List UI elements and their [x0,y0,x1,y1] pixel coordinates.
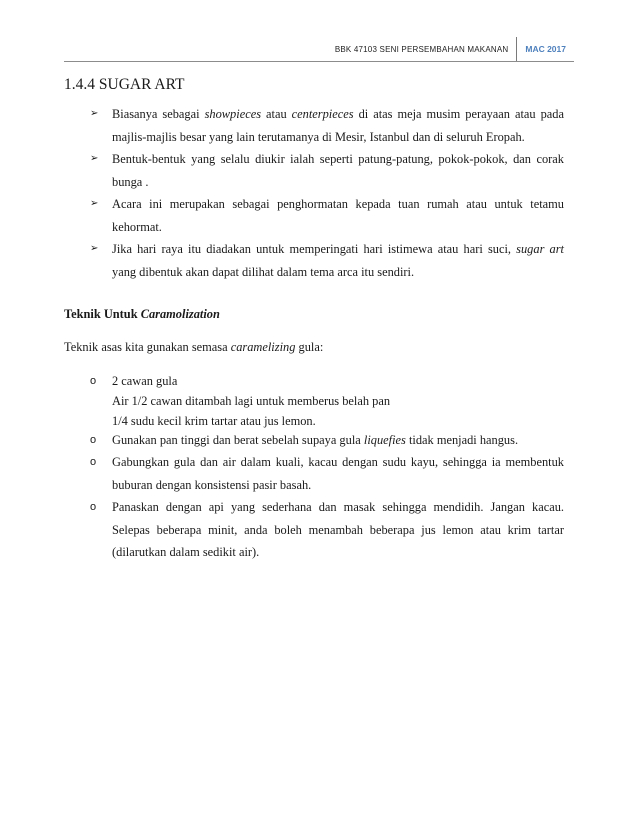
page-header [335,37,566,61]
step-item: o Gunakan pan tinggi dan berat sebelah supaya gula liquefies tidak menjadi hangus. [90,431,564,451]
header-date: MAC 2017 [525,44,566,54]
section-title: 1.4.4 SUGAR ART [64,76,185,93]
step-item: o 2 cawan gula Air 1/2 cawan ditambah lagi untuk memberus belah pan 1/4 sudu kecil krim tartar atau jus lemon. [90,374,391,428]
bullet-item: ➢ Jika hari raya itu diadakan untuk memperingati hari istimewa atau hari suci, sugar art yang dibentuk akan dapat dilihat dalam tema arca itu sendiri. [90,238,564,283]
hollow-circle-bullet-icon: o [90,375,97,387]
hollow-circle-bullet-icon: o [90,434,97,447]
steps-list [90,372,564,564]
subheading: Teknik Untuk Caramolization [64,307,220,321]
bullet-list [90,103,564,283]
course-title: BBK 47103 SENI PERSEMBAHAN MAKANAN [334,44,509,54]
hollow-circle-bullet-icon: o [90,456,97,469]
intro-text: Teknik asas kita gunakan semasa caramelizing gula: [64,340,324,354]
header-rule [64,61,574,62]
step-item: o Panaskan dengan api yang sederhana dan masak sehingga mendidih. Jangan kacau. Selepas beberapa minit, anda boleh menambah beberapa jus lemon atau krim tartar (dilarutkan dalam sedikit air). [90,496,564,564]
arrow-bullet-icon: ➢ [90,243,99,254]
step-item: o Gabungkan gula dan air dalam kuali, kacau dengan sudu kayu, sehingga ia membentuk buburan dengan konsistensi pasir basah. [90,451,564,496]
hollow-circle-bullet-icon: o [90,501,97,514]
bullet-item: ➢ Acara ini merupakan sebagai penghormatan kepada tuan rumah atau untuk tetamu kehormat. [90,193,564,238]
arrow-bullet-icon: ➢ [90,108,99,119]
arrow-bullet-icon: ➢ [90,198,99,209]
bullet-item: ➢ Biasanya sebagai showpieces atau centerpieces di atas meja musim perayaan atau pada majlis-majlis besar yang lain terutamanya di Mesir, Istanbul dan di seluruh Eropah. [90,103,564,148]
bullet-item: ➢ Bentuk-bentuk yang selalu diukir ialah seperti patung-patung, pokok-pokok, dan corak bunga . [90,148,564,193]
arrow-bullet-icon: ➢ [90,153,99,164]
